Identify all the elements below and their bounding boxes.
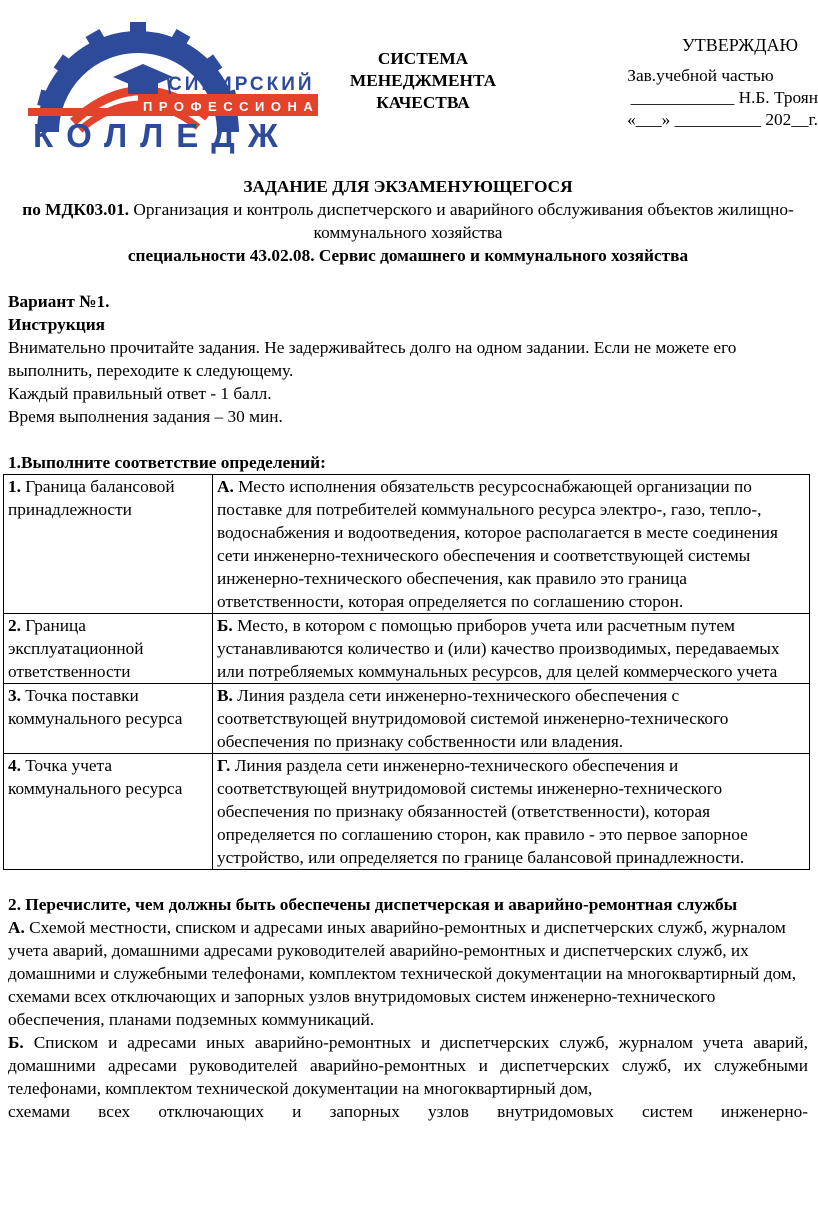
- variant-label: Вариант №1.: [8, 292, 110, 311]
- document-page: [8, 0, 818, 1123]
- question-2-option-a: А. Схемой местности, списком и адресами иных аварийно-ремонтных и диспетчерских служб, журналом учета аварий, домашними адресами руководителей аварийно-ремонтных и диспетчерских служб, их домашними и служебными телефонами, комплектом технической документации на многоквартирный дом, схемами всех отключающих и запорных узлов внутридомовых систем инженерно-технического обеспечения, планами подземных коммуникаций.: [8, 918, 797, 1029]
- definition-cell: Б. Место, в котором с помощью приборов учета или расчетным путем устанавливаются количество и (или) качество производимых, передаваемых или потребляемых коммунальных ресурсов, для целей коммерческого учета: [213, 614, 810, 684]
- term-cell: 4. Точка учета коммунального ресурса: [4, 754, 213, 870]
- definition-cell: А. Место исполнения обязательств ресурсоснабжающей организации по поставке для потребителей коммунального ресурса электро-, газо, тепло-, водоснабжения и водоотведения, которое располагается в месте соединения сети инженерно-технического обеспечения и соответствующей системы инженерно-технического обеспечения, как правило это граница ответственности, которая определяется по соглашению сторон.: [213, 475, 810, 614]
- question-2-option-b: Б. Списком и адресами иных аварийно-ремонтных и диспетчерских служб, журналом учета аварий, домашними адресами руководителей аварийно-ремонтных и диспетчерских служб, их служебными телефонами, комплектом технической документации на многоквартирный дом,: [8, 1033, 808, 1098]
- term-cell: 3. Точка поставки коммунального ресурса: [4, 684, 213, 754]
- college-logo: [18, 22, 402, 154]
- matching-table: [3, 474, 810, 870]
- document-header: [8, 0, 818, 175]
- approval-title: УТВЕРЖДАЮ: [681, 35, 798, 55]
- table-row: [4, 754, 810, 870]
- logo-text-siberian: СИБИРСКИЙ: [168, 74, 315, 95]
- question-2-option-b-continued: схемами всех отключающих и запорных узлов внутридомовых систем инженерно-: [8, 1102, 808, 1121]
- quality-system-title: СИСТЕМА МЕНЕДЖМЕНТА КАЧЕСТВА: [349, 49, 497, 112]
- logo-text-professional: ПРОФЕССИОНАЛЬНЫЙ: [143, 99, 402, 114]
- definition-cell: Г. Линия раздела сети инженерно-технического обеспечения и соответствующей внутридомовой системы инженерно-технического обеспечения по признаку обязанностей (ответственности), которая определяется по соглашению сторон, как правило - это первое запорное устройство, или определяется по границе балансовой принадлежности.: [213, 754, 810, 870]
- task-title: ЗАДАНИЕ ДЛЯ ЭКЗАМЕНУЮЩЕГОСЯ: [243, 177, 573, 196]
- table-row: [4, 475, 810, 614]
- definition-cell: В. Линия раздела сети инженерно-технического обеспечения с соответствующей внутридомовой системой инженерно-технического обеспечения по признаку собственности или владения.: [213, 684, 810, 754]
- task-subject: по МДК03.01. Организация и контроль диспетчерского и аварийного обслуживания объектов жилищно-коммунального хозяйства: [22, 200, 794, 242]
- approval-date: «___» __________ 202__г.: [627, 110, 818, 129]
- approval-role: Зав.учебной частью: [627, 66, 774, 85]
- instruction-text: Внимательно прочитайте задания. Не задерживайтесь долго на одном задании. Если не можете его выполнить, переходите к следующему.: [8, 338, 737, 380]
- instruction-heading: Инструкция: [8, 315, 106, 334]
- instruction-score: Каждый правильный ответ - 1 балл.: [8, 384, 272, 403]
- table-row: [4, 614, 810, 684]
- approval-block: [583, 34, 818, 131]
- task-specialty: специальности 43.02.08. Сервис домашнего и коммунального хозяйства: [127, 246, 689, 265]
- question-2-title: 2. Перечислите, чем должны быть обеспечены диспетчерская и аварийно-ремонтная службы: [8, 895, 738, 914]
- question-1-title: 1.Выполните соответствие определений:: [8, 453, 326, 472]
- term-cell: 2. Граница эксплуатационной ответственности: [4, 614, 213, 684]
- term-cell: 1. Граница балансовой принадлежности: [4, 475, 213, 614]
- approval-signature: ____________ Н.Б. Троян: [630, 88, 818, 107]
- table-row: [4, 684, 810, 754]
- logo-text-college: КОЛЛЕДЖ: [33, 117, 291, 154]
- instruction-time: Время выполнения задания – 30 мин.: [8, 407, 283, 426]
